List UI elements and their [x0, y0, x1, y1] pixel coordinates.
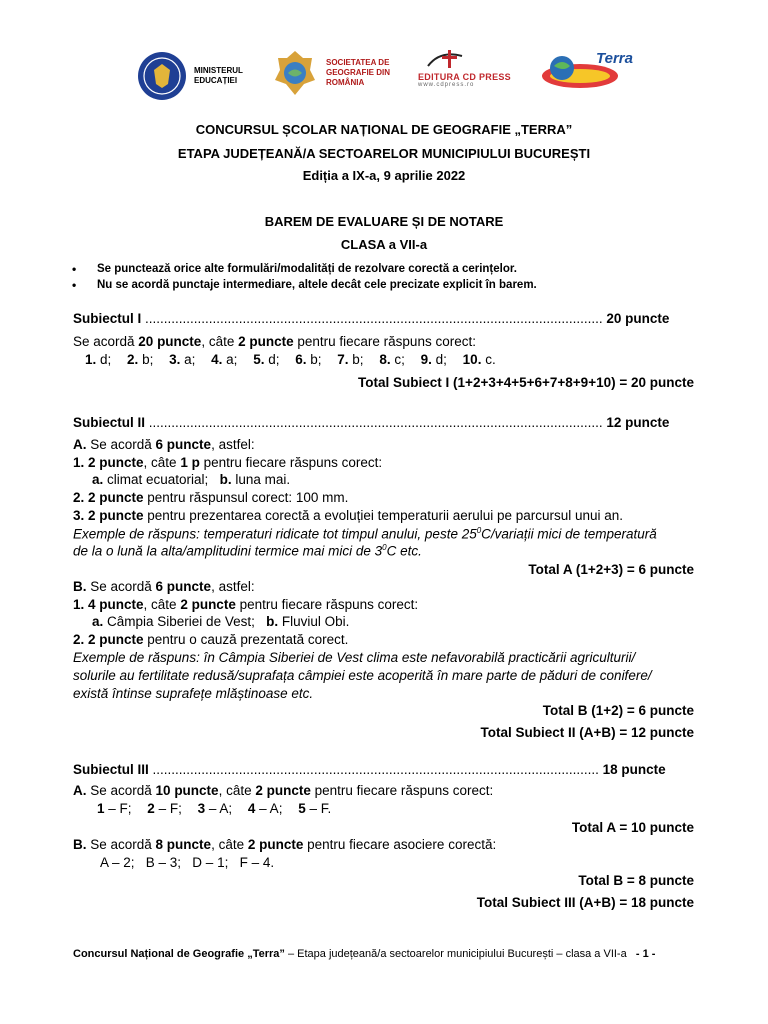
bullet-icon: •: [72, 262, 77, 276]
publisher-logo: [418, 48, 511, 88]
subject-2-total-a: Total A (1+2+3) = 6 puncte: [528, 562, 694, 577]
subject-3-b-intro: B. Se acordă 8 puncte, câte 2 puncte pentru fiecare asociere corectă:: [73, 837, 497, 852]
subject-3-b-answers: A – 2; B – 3; D – 1; F – 4.: [100, 855, 275, 870]
subject-3-a-intro: A. Se acordă 10 puncte, câte 2 puncte pentru fiecare răspuns corect:: [73, 783, 494, 798]
society-crest-icon: [270, 48, 320, 98]
subject-2-b-example-3: există întinse suprafețe mlăștinoase etc.: [73, 686, 314, 701]
subject-1-total: Total Subiect I (1+2+3+4+5+6+7+8+9+10) = 20 puncte: [358, 375, 694, 390]
class-title: CLASA a VII-a: [340, 237, 428, 252]
scheme-title: BAREM DE EVALUARE ȘI DE NOTARE: [264, 214, 504, 229]
subject-1-intro: Se acordă 20 puncte, câte 2 puncte pentru fiecare răspuns corect:: [73, 334, 476, 349]
logo-bar: [0, 44, 768, 104]
subject-2-item-3: 3. 2 puncte pentru prezentarea corectă a evoluției temperaturii aerului pe parcursul unui an.: [73, 508, 624, 523]
subject-3-heading: Subiectul III ....................................................................................................................... 18 puncte: [73, 762, 666, 777]
subject-1-answers: 1. d; 2. b; 3. a; 4. a; 5. d; 6. b; 7. b; 8. c; 9. d; 10. c.: [85, 352, 496, 367]
subject-3-total-a: Total A = 10 puncte: [571, 820, 694, 835]
subject-2-item-2: 2. 2 puncte pentru răspunsul corect: 100 mm.: [73, 490, 349, 505]
list-item: • Nu se acordă punctaje intermediare, altele decât cele precizate explicit în barem.: [72, 278, 537, 292]
bullet-icon: •: [72, 278, 77, 292]
subject-2-example-2: de la o lună la alta/amplitudini termice mai mici de $3^0C$ etc.: [73, 543, 422, 559]
subject-2-b-example-2: solurile au fertilitate redusă/suprafața câmpiei este acoperită în mare parte de păduri de conifere/: [73, 668, 652, 683]
list-item: • Se punctează orice alte formulări/modalități de rezolvare corectă a cerințelor.: [72, 262, 517, 276]
subject-2-b-intro: B. Se acordă 6 puncte, astfel:: [73, 579, 255, 594]
subject-2-b-item-1-answers: a. Câmpia Siberiei de Vest; b. Fluviul Obi.: [92, 614, 350, 629]
subject-2-example-1: Exemple de răspuns: temperaturi ridicate tot timpul anului, peste $25^0C$/variații mici de temperatură: [73, 526, 657, 542]
publisher-mark-icon: [418, 48, 478, 70]
ministry-seal-icon: [136, 50, 188, 102]
page-number: - 1 -: [635, 948, 656, 960]
edition-title: Ediția a IX-a, 9 aprilie 2022: [302, 168, 466, 183]
subject-2-item-1-answers: a. climat ecuatorial; b. luna mai.: [92, 472, 291, 487]
society-logo: [270, 48, 392, 98]
subject-3-total-b: Total B = 8 puncte: [578, 873, 694, 888]
stage-title: ETAPA JUDEȚEANĂ/A SECTOARELOR MUNICIPIULUI BUCUREȘTI: [177, 146, 591, 161]
subject-3-total: Total Subiect III (A+B) = 18 puncte: [476, 895, 694, 910]
society-name: SOCIETATEA DE GEOGRAFIE DIN ROMÂNIA: [326, 58, 391, 87]
subject-2-total-b: Total B (1+2) = 6 puncte: [542, 703, 694, 718]
subject-3-a-answers: 1 – F; 2 – F; 3 – A; 4 – A; 5 – F.: [97, 801, 332, 816]
terra-brand: Terra: [596, 50, 633, 67]
subject-2-total: Total Subiect II (A+B) = 12 puncte: [480, 725, 694, 740]
instructions-list: [72, 261, 537, 293]
subject-1-heading: Subiectul I .......................................................................................................................... 20 puncte: [73, 311, 670, 326]
subject-2-b-item-1: 1. 4 puncte, câte 2 puncte pentru fiecare răspuns corect:: [73, 597, 419, 612]
terra-logo: [540, 52, 632, 92]
publisher-site: www.cdpress.ro: [418, 82, 475, 88]
contest-title: CONCURSUL ȘCOLAR NAȚIONAL DE GEOGRAFIE „TERRA”: [195, 122, 573, 137]
subject-2-b-item-2: 2. 2 puncte pentru o cauză prezentată corect.: [73, 632, 349, 647]
ministry-logo: [136, 50, 254, 102]
ministry-name: MINISTERUL EDUCAȚIEI: [194, 66, 243, 85]
publisher-name: EDITURA CD PRESS: [418, 72, 511, 82]
page-footer: Concursul Național de Geografie „Terra” – Etapa județeană/a sectoarelor municipiului București – clasa a VII-a - 1 -: [73, 948, 656, 960]
subject-2-b-example-1: Exemple de răspuns: în Câmpia Siberiei de Vest clima este nefavorabilă practicării agriculturii/: [73, 650, 636, 665]
subject-2-item-1: 1. 2 puncte, câte 1 p pentru fiecare răspuns corect:: [73, 455, 383, 470]
subject-2-a-intro: A. Se acordă 6 puncte, astfel:: [73, 437, 255, 452]
subject-2-heading: Subiectul II ......................................................................................................................... 12 puncte: [73, 415, 670, 430]
